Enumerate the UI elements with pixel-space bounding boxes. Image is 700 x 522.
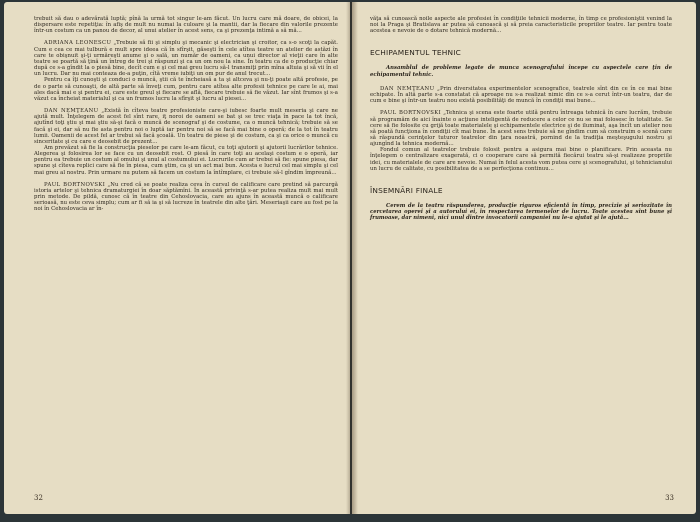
paragraph-text: Pentru ca îţi cunoşti şi conduci o muncă, ştii că te încheiasă a ta şi altceva şi nu-ţi poate altă profesie, pe de o parte să cunoaşti, de altă parte să înveţi cum, pentru care atîtea alte profesii tehnice pe care le ai, mai ales dacă mai e şi pentru ei, care este greul şi fiecare se află, fiecare trebuie să fie văzut. Iar sînt frumos şi s-a văzut ca încheiat materialul şi ca un frumos lucru la sfîrşit şi lucru al piesei... bbox=[34, 77, 338, 102]
section-heading: ÎNSEMNĂRI FINALE bbox=[370, 185, 443, 195]
right-page-sections bbox=[370, 48, 672, 221]
body-paragraph bbox=[34, 77, 338, 102]
speaker-paragraph bbox=[34, 40, 338, 77]
paragraph-text: „Există în cîteva teatre profesioniste care-şi iubesc foarte mult meseria şi care ne ajută mult. Înţelegem de acest fel sînt rare, iţ noroi de oameni se bat şi se trec viaţa în pace la tot încă, ajutînd toţi ştiu şi mai ştiu să-şi facă o muncă de scenograf şi de costume, ca o muncă tehnică; trebuie să se facă şi ei, dar să nu fie asta pentru noi o luptă iar pentru noi să se facă mai bine o operă; de la tot în teatru lumii. Oamenii de acest fel ar trebui să facă şcoală. Un teatru de piese şi de costum, ca şi ca orice o muncă cu sinceritate şi cu care e deosebit de prezent... bbox=[34, 108, 338, 145]
paragraph-text: „Trebuie să fii şi simplu şi mecanic şi electrician şi croitor, ca s-o scoţi la capăt. Cum e cea ce mai tulbură e mult spre ideea că în sfîrşit, găseşti în cele atîtea teatre un atelier de astăzi în care te obişnuit şi-ţi urmăreşti anume şi o sală, un număr de oameni, ca unui director al vieţii care în alte teatre se poartă să ţină un întreg de trei şi răspunzi şi ca un om nou la sine. În teatru ca de o producţie chiar după ce s-a gîndit la o piesă bine, decît cum e şi cel mai greu lucru să-l transmiţi prin mîna altuia şi să vii în el un lucru. Dar nu mai conteaza de-a puţin, cîtă vreme iubiţi un om pur de anul trecut... bbox=[34, 40, 338, 78]
body-paragraph bbox=[34, 16, 338, 34]
paragraph-text: Fondul comun al teatrelor trebuie folosit pentru a asigura mai bine o planificare. Prin aceasta nu înţelegem o centralizare exagerată, ci o cooperare care să permită fiecărui teatru să-şi realizeze propriile idei, cu materialele de care are nevoie. Numai în felul acesta vom putea cere şi scenografului, şi tehnicianului un lucru de calitate, cu posibilitatea de a se perfecţiona continuu... bbox=[370, 147, 672, 172]
page-number-left: 32 bbox=[34, 494, 43, 502]
right-page bbox=[352, 2, 696, 514]
speaker-name: DAN NEMŢEANU bbox=[380, 85, 435, 92]
paragraph-text: „Nu cred că se poate realiza ceva în cursul de calificare care pretind să parcurgă istoria artelor şi tehnica dramaturgiei în doar săptămîni. În această privinţă s-ar putea realiza mult mai mult prin metode. De pildă, cunosc că în teatre din Cehoslovacia, care au ajuns în această muncă o calificare serioasă, nu este ceva simplu; cum ar fi să ia şi să lucreze în teatrele din alte ţări. Meseriaşii care au fost pe la noi în Cehoslovacia ar în- bbox=[34, 181, 339, 213]
speaker-paragraph bbox=[370, 86, 672, 104]
speaker-paragraph bbox=[370, 110, 672, 147]
section-heading: ECHIPAMENTUL TEHNIC bbox=[370, 48, 461, 58]
right-intro-paragraph: văţa să cunoască noile aspecte ale profesiei în condiţiile tehnicii moderne, în timp ce profesioniştii venind la noi la Praga şi Bratislava ar putea să cunoască şi să preia caracteristicile propriilor teatre. Iar pentru toate acestea e nevoie de o dotare tehnică modernă... bbox=[370, 16, 672, 35]
speaker-name: DAN NEMŢEANU bbox=[44, 108, 99, 115]
section-abstract: Cerem de la teatru răspunderea, producţie riguros eficientă în timp, precizie şi seriozitate în cercetarea operei şi a autorului ei, în respectarea termenelor de lucru. Toate acestea sînt bune şi frumoase, dar nimeni, nici unul dintre invocatorii campaniei nu le-a ajutat şi le ajută... bbox=[370, 202, 672, 222]
book-gutter bbox=[346, 2, 358, 514]
paragraph-text: „Prin diversitatea experimentelor scenografice, teatrele sînt din ce în ce mai bine echipate. În altă parte s-a constatat că aproape nu s-a realizat nimic din ce s-a cerut într-un teatru, dar de cum e bine şi într-un teatru nou există posibilităţi de muncă în condiţii mai bune... bbox=[370, 85, 672, 105]
speaker-paragraph bbox=[34, 108, 338, 145]
page-number-right: 33 bbox=[665, 494, 674, 502]
body-paragraph bbox=[34, 145, 338, 176]
body-paragraph bbox=[370, 147, 672, 172]
speaker-name: ADRIANA LEONESCU bbox=[44, 40, 112, 47]
paragraph-text: „Tehnica şi scena este foarte utilă pentru întreaga tehnică în care lucrăm, trebuie să programăm de aici înainte o acţiune inteligentă de reducere a celor ce nu se mai folosesc în totalitate. Se cere să fie folosite cu grijă toate materialele şi echipamentele electrice şi de iluminat, aşa încît un atelier nou să poată funcţiona în condiţii cît mai bune. În acest sens trebuie să ne gîndim cum să construim o scenă care să răspundă cerinţelor tuturor teatrelor din ţara noastră, pornind de la tradiţia meşteşugului nostru şi ajungînd la tehnica modernă... bbox=[370, 110, 673, 148]
speaker-name: PAUL BORTNOVSKI bbox=[380, 110, 442, 117]
paragraph-text: trebuit să dau o adevărată luptă; pînă la urmă tot singur le-am făcut. Un lucru care mă doare, de obicei, la dispersare este repetiţia: în afiş de mult nu numai la culoare şi la mantii, dar la fiecare din valorile prezente într-un costum ca un panou de decor, al unui atelier în acest sens, ca şi prezenţa intimă a să mă... bbox=[34, 16, 338, 35]
paragraph-text: Am prevăzut să fie la construcţia pieselor pe care le-am făcut, cu toţi ajutorii şi ajutorii lucrărilor tehnice. Alegerea şi folosirea lor se face cu un deosebit rost. O piesă în care toţi au acelaşi costum e o operă, iar pentru ea trebuie un costum al omului şi unul al costumului ei. Lucrurile cum ar trebui să fie: spune piesa, dar spune şi cîteva replici care să fie în piesa, cum ştim, ca şi un act mai bun. Acesta e lucrul cel mai simplu şi cel mai greu al nostru. Prin urmare nu putem să facem un costum la întîmplare, ci trebuie să-l gîndim împreună... bbox=[34, 144, 338, 176]
speaker-paragraph bbox=[34, 182, 338, 213]
left-page-body bbox=[34, 16, 338, 213]
section-abstract: Ansamblul de probleme legate de munca scenografului începe cu aspectele care ţin de echipamentul tehnic. bbox=[370, 65, 672, 78]
left-page bbox=[4, 2, 350, 514]
speaker-name: PAUL BORTNOVSKI bbox=[44, 181, 106, 188]
